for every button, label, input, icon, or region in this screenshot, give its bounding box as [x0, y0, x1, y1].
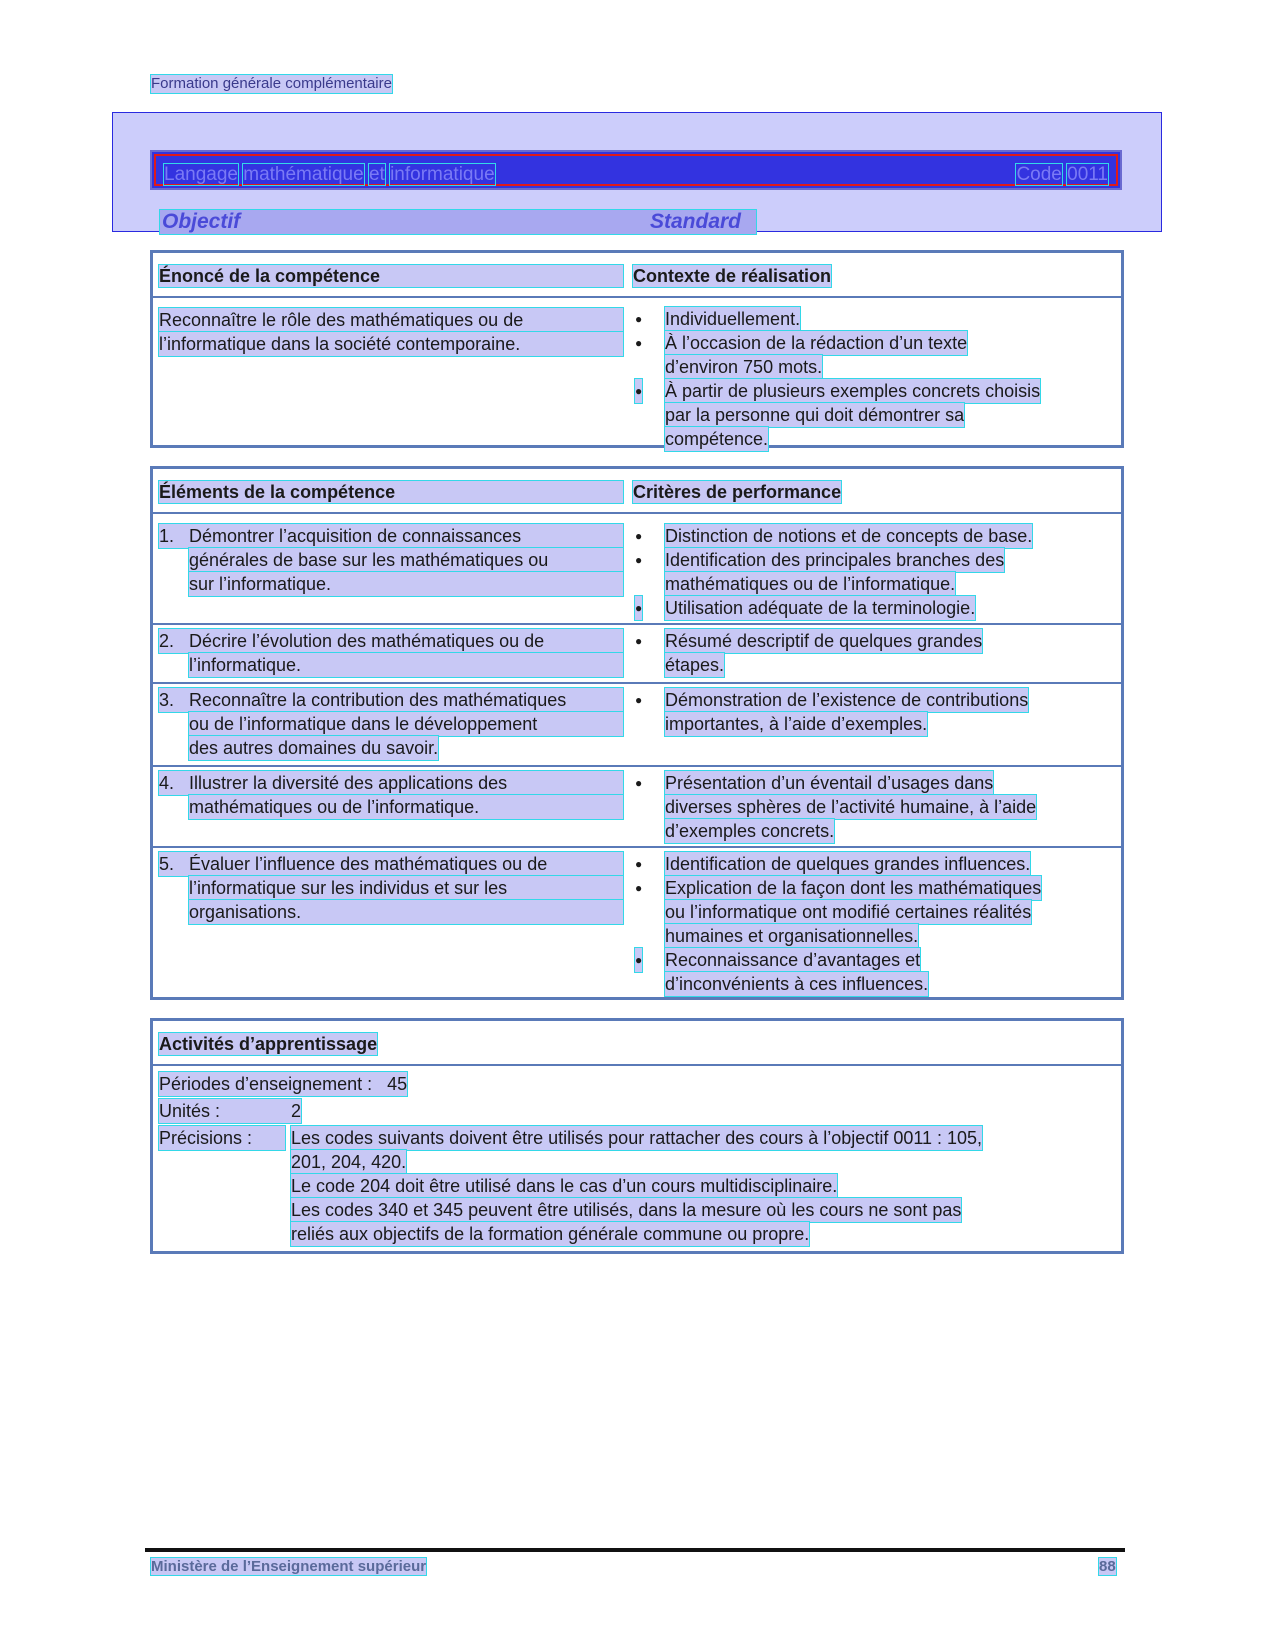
col-head-enonce: Énoncé de la compétence [159, 265, 623, 287]
element-line: sur l’informatique. [189, 572, 623, 596]
element-line: des autres domaines du savoir. [189, 738, 439, 758]
unites-label: Unités : [159, 1101, 221, 1121]
criterion-line: d’inconvénients à ces influences. [665, 974, 929, 994]
criterion-line: ou l’informatique ont modifié certaines réalités [665, 902, 1032, 922]
criterion-line: Résumé descriptif de quelques grandes [665, 631, 983, 651]
element-line: Illustrer la diversité des applications des [189, 773, 508, 793]
precisions-line: Le code 204 doit être utilisé dans le cas d’un cours multidisciplinaire. [291, 1176, 838, 1196]
footer-ministry: Ministère de l’Enseignement supérieur [151, 1558, 427, 1575]
criterion-line: d’exemples concrets. [665, 821, 835, 841]
divider [153, 1064, 1121, 1066]
bullet-icon: ● [635, 693, 643, 707]
element-line: Évaluer l’influence des mathématiques ou de [189, 854, 548, 874]
context-line: À partir de plusieurs exemples concrets choisis [665, 381, 1041, 401]
bullet-icon: ● [635, 336, 643, 350]
bullet-icon: ● [635, 553, 643, 567]
unites-row [159, 1099, 301, 1123]
page-number: 88 [1099, 1558, 1116, 1575]
title-frame [154, 154, 1118, 186]
element-number: 1. [159, 526, 175, 546]
bullet-icon: ● [635, 776, 643, 790]
criterion-line: Utilisation adéquate de la terminologie. [665, 598, 976, 618]
criterion-line: Présentation d’un éventail d’usages dans [665, 773, 994, 793]
label-objectif: Objectif [162, 210, 241, 233]
element-line: ou de l’informatique dans le développement [189, 712, 623, 736]
bullet-icon: ● [635, 379, 642, 403]
col-head-activites: Activités d’apprentissage [159, 1034, 378, 1054]
divider [153, 296, 1121, 298]
precisions-line: Les codes 340 et 345 peuvent être utilisés, dans la mesure où les cours ne sont pas [291, 1200, 962, 1220]
criterion-line: Distinction de notions et de concepts de base. [665, 526, 1033, 546]
code-label: Code [1016, 164, 1062, 185]
element-line: Décrire l’évolution des mathématiques ou de [189, 631, 545, 651]
element-number: 3. [159, 690, 175, 710]
criterion-line: Démonstration de l’existence de contributions [665, 690, 1029, 710]
context-line: À l’occasion de la rédaction d’un texte [665, 333, 968, 353]
periodes-value: 45 [387, 1074, 408, 1094]
element-line: mathématiques ou de l’informatique. [189, 795, 623, 819]
periodes-row [159, 1072, 407, 1096]
title-word: et [368, 164, 385, 185]
element-number: 5. [159, 854, 175, 874]
unites-value: 2 [291, 1101, 302, 1121]
divider [153, 765, 1121, 767]
criterion-line: étapes. [665, 655, 725, 675]
criterion-line: diverses sphères de l’activité humaine, à l’aide [665, 797, 1037, 817]
bullet-icon: ● [635, 634, 643, 648]
context-line: Individuellement. [665, 309, 801, 329]
element-line: Démontrer l’acquisition de connaissances [189, 526, 522, 546]
program-title [164, 164, 495, 186]
precisions-line: reliés aux objectifs de la formation générale commune ou propre. [291, 1224, 810, 1244]
program-code [1016, 164, 1108, 186]
context-line: compétence. [665, 429, 769, 449]
bullet-icon: ● [635, 881, 643, 895]
element-line: Reconnaître la contribution des mathématiques [189, 690, 567, 710]
context-line: d’environ 750 mots. [665, 357, 823, 377]
precisions-line: Les codes suivants doivent être utilisés pour rattacher des cours à l’objectif 0011 : 105, [291, 1128, 983, 1148]
bullet-icon: ● [635, 596, 642, 620]
divider [153, 846, 1121, 848]
bullet-icon: ● [635, 857, 643, 871]
footer-rule [145, 1548, 1125, 1552]
enonce-line: l’informatique dans la société contemporaine. [159, 332, 623, 356]
enonce-line: Reconnaître le rôle des mathématiques ou de [159, 308, 623, 332]
divider [153, 682, 1121, 684]
criterion-line: Identification des principales branches des [665, 550, 1005, 570]
periodes-label: Périodes d’enseignement : [159, 1074, 373, 1094]
element-number: 4. [159, 773, 175, 793]
divider [153, 512, 1121, 514]
bullet-icon: ● [635, 529, 643, 543]
code-value: 0011 [1067, 164, 1108, 185]
enonce-table [150, 250, 1124, 448]
activites-table [150, 1018, 1124, 1254]
running-head: Formation générale complémentaire [151, 75, 392, 92]
element-line: générales de base sur les mathématiques ou [189, 548, 623, 572]
bullet-icon: ● [635, 948, 642, 972]
criterion-line: Explication de la façon dont les mathématiques [665, 878, 1042, 898]
element-line: organisations. [189, 900, 623, 924]
label-standard: Standard [650, 210, 742, 233]
col-head-criteres: Critères de performance [633, 482, 842, 502]
element-line: l’informatique sur les individus et sur les [189, 876, 623, 900]
criterion-line: mathématiques ou de l’informatique. [665, 574, 956, 594]
precisions-label: Précisions : [159, 1126, 285, 1150]
title-word: mathématique [243, 164, 364, 185]
bullet-icon: ● [635, 312, 643, 326]
criterion-line: importantes, à l’aide d’exemples. [665, 714, 928, 734]
criterion-line: Reconnaissance d’avantages et [665, 950, 921, 970]
title-word: Langage [164, 164, 238, 185]
criterion-line: humaines et organisationnelles. [665, 926, 919, 946]
elements-table [150, 466, 1124, 1000]
col-head-contexte: Contexte de réalisation [633, 266, 832, 286]
divider [153, 623, 1121, 625]
col-head-elements: Éléments de la compétence [159, 481, 623, 503]
element-line: l’informatique. [189, 653, 623, 677]
band-labels [160, 210, 756, 234]
criterion-line: Identification de quelques grandes influences. [665, 854, 1031, 874]
precisions-line: 201, 204, 420. [291, 1152, 407, 1172]
context-line: par la personne qui doit démontrer sa [665, 405, 965, 425]
title-bar [150, 150, 1122, 190]
element-number: 2. [159, 631, 175, 651]
title-word: informatique [390, 164, 495, 185]
